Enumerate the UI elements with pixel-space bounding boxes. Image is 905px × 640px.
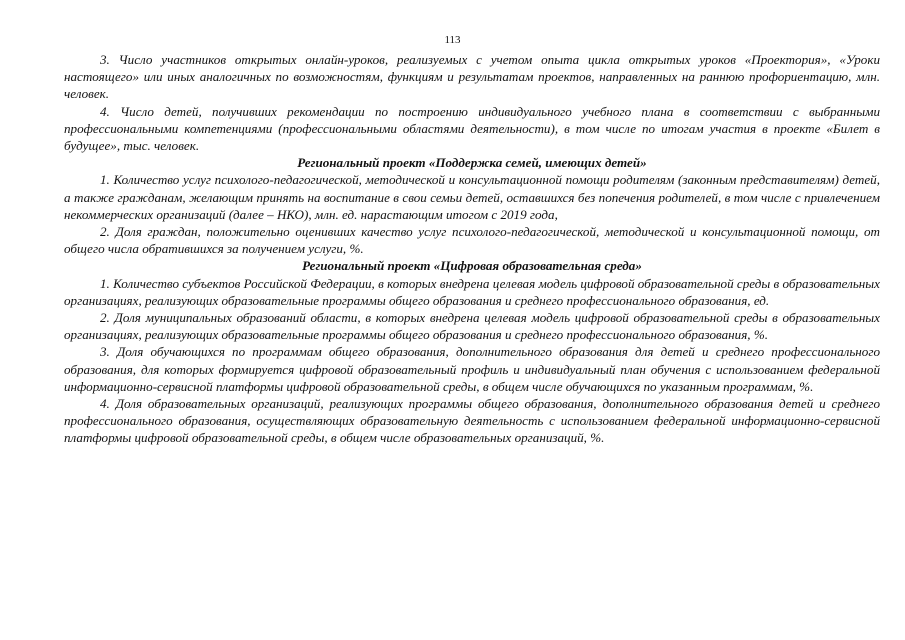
- page-number: 113: [444, 34, 461, 46]
- paragraph-online-lessons: 3. Число участников открытых онлайн-уроков, реализуемых с учетом опыта цикла открытых уроков «Проектория», «Уроки настоящего» или иных аналогичных по возможностям, функциям и результатам проектов, направленных на раннюю профориентацию, млн. человек.: [64, 52, 880, 102]
- paragraph-individual-plan: 4. Число детей, получивших рекомендации по построению индивидуального учебного плана в соответствии с выбранными профессиональными компетенциями (профессиональными областями деятельности), в том числе по итогам участия в проекте «Билет в будущее», тыс. человек.: [64, 103, 880, 154]
- paragraph-family-services-quality: 2. Доля граждан, положительно оценивших качество услуг психолого-педагогической, методической и консультационной помощи, от общего числа обратившихся за получением услуги, %.: [64, 224, 880, 257]
- paragraph-digital-students: 3. Доля обучающихся по программам общего образования, дополнительного образования для детей и среднего профессионального образования, для которых формируется цифровой образовательный профиль и индивидуальный план обучения с использованием федеральной информационно-сервисной платформы цифровой образовательной среды, в общем числе обучающихся по указанным программам, %.: [64, 344, 880, 394]
- paragraph-digital-subjects: 1. Количество субъектов Российской Федерации, в которых внедрена целевая модель цифровой образовательной среды в образовательных организациях, реализующих образовательные программы общего образования и среднего профессионального образования, ед.: [64, 275, 880, 308]
- paragraph-digital-municipalities: 2. Доля муниципальных образований области, в которых внедрена целевая модель цифровой образовательной среды в образовательных организациях, реализующих образовательные программы общего образования и среднего профессионального образования, %.: [64, 310, 880, 343]
- document-body: [64, 51, 880, 447]
- paragraph-family-services-count: 1. Количество услуг психолого-педагогической, методической и консультационной помощи родителям (законным представителям) детей, а также гражданам, желающим принять на воспитание в свои семьи детей, оставшихся без попечения родителей, в том числе с привлечением некоммерческих организаций (далее – НКО), млн. ед. нарастающим итогом с 2019 года,: [64, 172, 880, 222]
- heading-digital-environment: Региональный проект «Цифровая образовательная среда»: [302, 258, 642, 274]
- heading-family-support: Региональный проект «Поддержка семей, имеющих детей»: [297, 155, 647, 171]
- paragraph-digital-organizations: 4. Доля образовательных организаций, реализующих программы общего образования, дополнительного образования детей и среднего профессионального образования, осуществляющих образовательную деятельность с использованием федеральной информационно-сервисной платформы цифровой образовательной среды, в общем числе образовательных организаций, %.: [64, 396, 880, 446]
